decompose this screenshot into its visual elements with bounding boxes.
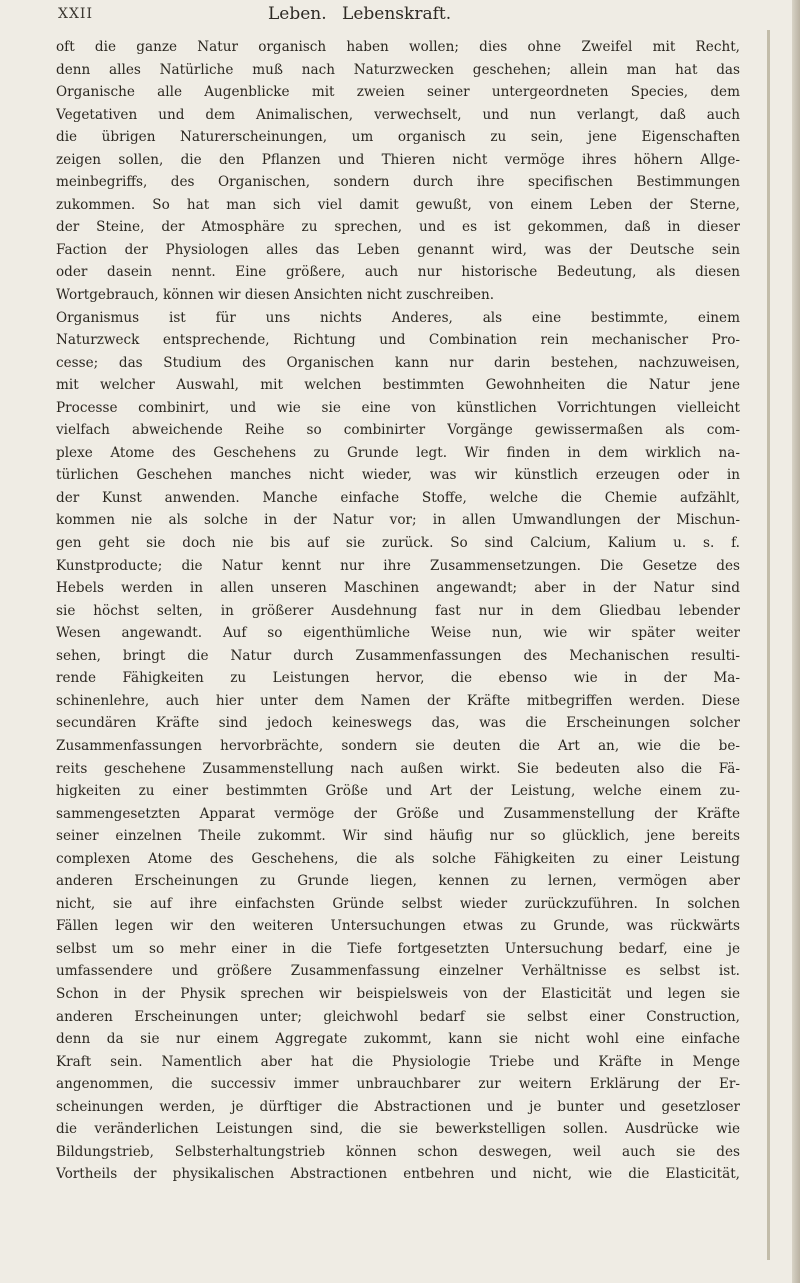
text-line: Kunstproducte; die Natur kennt nur ihre Zusammensetzungen. Die Gesetze des [56,557,740,574]
text-line: cesse; das Studium des Organischen kann nur darin bestehen, nachzuweisen, [56,354,740,371]
text-line: Wesen angewandt. Auf so eigenthümliche Weise nun, wie wir später weiter [56,625,740,642]
text-line: denn alles Natürliche muß nach Naturzwecken geschehen; allein man hat das [56,61,740,78]
text-line: die übrigen Naturerscheinungen, um organisch zu sein, jene Eigenschaften [56,129,740,146]
text-line: kommen nie als solche in der Natur vor; in allen Umwandlungen der Mischun- [56,512,740,529]
text-line: meinbegriffs, des Organischen, sondern durch ihre specifischen Bestimmungen [56,174,740,191]
text-line: zukommen. So hat man sich viel damit gewußt, von einem Leben der Sterne, [56,196,740,213]
text-line: anderen Erscheinungen zu Grunde liegen, kennen zu lernen, vermögen aber [56,873,740,890]
text-line: rende Fähigkeiten zu Leistungen hervor, die ebenso wie in der Ma- [56,670,740,687]
text-line: schinenlehre, auch hier unter dem Namen der Kräfte mitbegriffen werden. Diese [56,692,740,709]
text-line: die veränderlichen Leistungen sind, die sie bewerkstelligen sollen. Ausdrücke wie [56,1121,740,1138]
text-line: secundären Kräfte sind jedoch keineswegs das, was die Erscheinungen solcher [56,715,740,732]
text-line: angenommen, die successiv immer unbrauchbarer zur weitern Erklärung der Er- [56,1076,740,1093]
text-line: Vortheils der physikalischen Abstractionen entbehren und nicht, wie die Elasticität, [56,1166,740,1183]
text-line: Wortgebrauch, können wir diesen Ansichten nicht zuschreiben. [56,287,495,304]
text-line: der Kunst anwenden. Manche einfache Stoffe, welche die Chemie aufzählt, [56,489,740,506]
text-line: gen geht sie doch nie bis auf sie zurück. So sind Calcium, Kalium u. s. f. [56,535,740,552]
body-text [56,36,740,1186]
text-line: sammengesetzten Apparat vermöge der Größe und Zusammenstellung der Kräfte [56,805,740,822]
text-line: Bildungstrieb, Selbsterhaltungstrieb können schon deswegen, weil auch sie des [56,1143,740,1160]
text-line: Vegetativen und dem Animalischen, verwechselt, und nun verlangt, daß auch [56,106,740,123]
text-line: Faction der Physiologen alles das Leben genannt wird, was der Deutsche sein [56,241,740,258]
running-title: Leben. Lebenskraft. [268,4,452,24]
text-line: vielfach abweichende Reihe so combinirter Vorgänge gewissermaßen als com- [56,422,740,439]
text-line: oft die ganze Natur organisch haben wollen; dies ohne Zweifel mit Recht, [56,39,740,55]
text-line: oder dasein nennt. Eine größere, auch nur historische Bedeutung, als diesen [56,264,740,281]
text-line: sehen, bringt die Natur durch Zusammenfassungen des Mechanischen resulti- [56,647,740,664]
page-header [58,4,732,28]
binding-edge [792,0,800,1283]
text-line: Kraft sein. Namentlich aber hat die Physiologie Triebe und Kräfte in Menge [56,1053,740,1070]
text-line: denn da sie nur einem Aggregate zukommt, kann sie nicht wohl eine einfache [56,1031,740,1048]
text-line: Organische alle Augenblicke mit zweien seiner untergeordneten Species, dem [56,84,740,101]
text-line: sie höchst selten, in größerer Ausdehnung fast nur in dem Gliedbau lebender [56,602,740,619]
text-line: Schon in der Physik sprechen wir beispielsweis von der Elasticität und legen sie [56,985,740,1002]
text-line: anderen Erscheinungen unter; gleichwohl bedarf sie selbst einer Construction, [56,1008,740,1025]
text-line: Organismus ist für uns nichts Anderes, als eine bestimmte, einem [56,309,740,326]
text-line: Hebels werden in allen unseren Maschinen angewandt; aber in der Natur sind [56,580,740,597]
text-line: complexen Atome des Geschehens, die als solche Fähigkeiten zu einer Leistung [56,850,740,867]
page-number: XXII [58,6,93,22]
text-line: scheinungen werden, je dürftiger die Abstractionen und je bunter und gesetzloser [56,1098,740,1115]
text-line: Fällen legen wir den weiteren Untersuchungen etwas zu Grunde, was rückwärts [56,918,740,935]
text-line: reits geschehene Zusammenstellung nach außen wirkt. Sie bedeuten also die Fä- [56,760,740,777]
text-line: selbst um so mehr einer in die Tiefe fortgesetzten Untersuchung bedarf, eine je [56,940,740,957]
text-line: mit welcher Auswahl, mit welchen bestimmten Gewohnheiten die Natur jene [56,377,740,394]
text-line: higkeiten zu einer bestimmten Größe und Art der Leistung, welche einem zu- [56,783,740,800]
text-line: Processe combinirt, und wie sie eine von künstlichen Vorrichtungen vielleicht [56,399,740,416]
page-edge-shadow [767,30,770,1260]
text-line: Zusammenfassungen hervorbrächte, sondern sie deuten die Art an, wie die be- [56,737,740,754]
text-line: nicht, sie auf ihre einfachsten Gründe selbst wieder zurückzuführen. In solchen [56,895,740,912]
text-line: zeigen sollen, die den Pflanzen und Thieren nicht vermöge ihres höhern Allge- [56,151,740,168]
text-line: umfassendere und größere Zusammenfassung einzelner Verhältnisse es selbst ist. [56,963,740,980]
text-line: Naturzweck entsprechende, Richtung und Combination rein mechanischer Pro- [56,332,740,349]
text-line: der Steine, der Atmosphäre zu sprechen, und es ist gekommen, daß in dieser [56,219,740,236]
text-line: seiner einzelnen Theile zukommt. Wir sind häufig nur so glücklich, jene bereits [56,828,740,845]
text-line: türlichen Geschehen manches nicht wieder, was wir künstlich erzeugen oder in [56,467,740,484]
text-line: plexe Atome des Geschehens zu Grunde legt. Wir finden in dem wirklich na- [56,444,740,461]
